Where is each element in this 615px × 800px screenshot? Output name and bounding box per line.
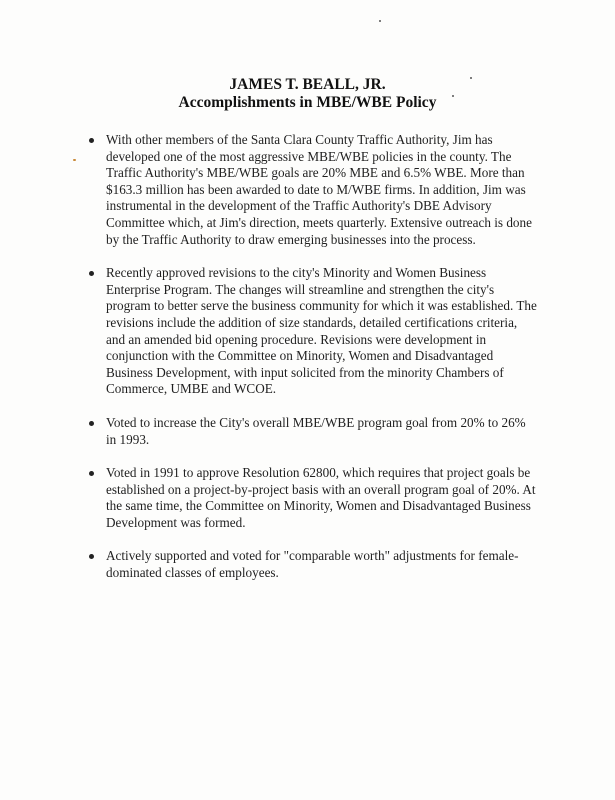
bullet-icon [89, 271, 94, 276]
list-item-text: Voted in 1991 to approve Resolution 62800, which requires that project goals be established on a project-by-project basis with an overall program goal of 20%. At the same time, the Committee on Minority, Women and Disadvantaged Business Development was formed. [106, 465, 536, 530]
scan-dot [470, 77, 472, 79]
author-name: JAMES T. BEALL, JR. [229, 76, 386, 93]
list-item [89, 415, 539, 448]
list-item-text: Actively supported and voted for "comparable worth" adjustments for female-dominated classes of employees. [106, 548, 519, 581]
list-item [89, 265, 539, 398]
list-item [89, 548, 539, 581]
bullet-icon [89, 138, 94, 143]
scan-dot [379, 20, 381, 22]
bullet-icon [89, 471, 94, 476]
bullet-icon [89, 421, 94, 426]
list-item-text: Recently approved revisions to the city's Minority and Women Business Enterprise Program. The changes will streamline and strengthen the city's program to better serve the business community for which it was established. The revisions include the addition of size standards, detailed certifications criteria, and an amended bid opening procedure. Revisions were development in conjunction with the Committee on Minority, Women and Disadvantaged Business Development, with input solicited from the minority Chambers of Commerce, UMBE and WCOE. [106, 265, 537, 397]
list-item-text: With other members of the Santa Clara County Traffic Authority, Jim has developed one of the most aggressive MBE/WBE policies in the county. The Traffic Authority's MBE/WBE goals are 20% MBE and 6.5% WBE. More than $163.3 million has been awarded to date to M/WBE firms. In addition, Jim was instrumental in the development of the Traffic Authority's DBE Advisory Committee which, at Jim's direction, meets quarterly. Extensive outreach is done by the Traffic Authority to draw emerging businesses into the process. [106, 132, 532, 247]
list-item [89, 465, 539, 531]
document-header [0, 76, 615, 112]
scan-dot [452, 95, 454, 97]
accomplishments-list [89, 132, 539, 599]
list-item [89, 132, 539, 248]
document-title: Accomplishments in MBE/WBE Policy [178, 94, 437, 111]
list-item-text: Voted to increase the City's overall MBE/WBE program goal from 20% to 26% in 1993. [106, 414, 526, 447]
bullet-icon [89, 554, 94, 559]
scan-speck [73, 159, 76, 161]
